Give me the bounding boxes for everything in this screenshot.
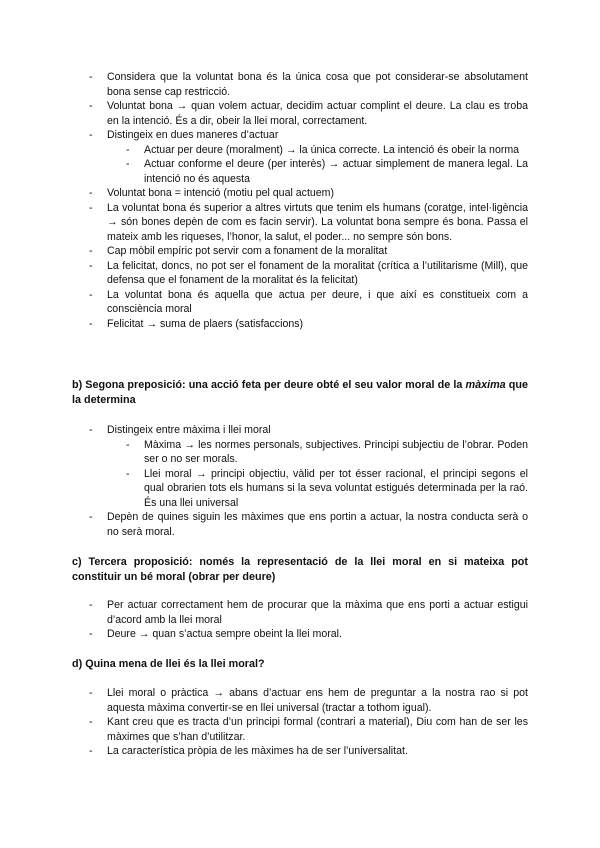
list-item: - La característica pròpia de les màximes ha de ser l’universalitat. [0, 744, 600, 759]
list-item: - Per actuar correctament hem de procurar que la màxima que ens porti a actuar estigui d’acord amb la llei moral [0, 598, 600, 627]
section-c-heading-wrap [0, 555, 600, 585]
section-d-list [0, 686, 600, 759]
section-d-heading: d) Quina mena de llei és la llei moral? [72, 658, 265, 670]
section-b [0, 423, 600, 539]
list-item: - Depèn de quines siguin les màximes que ens portin a actuar, la nostra conducta serà o no serà moral. [0, 510, 600, 539]
list-item: - Voluntat bona = intenció (motiu pel qual actuem) [0, 186, 600, 201]
list-item: - La voluntat bona és aquella que actua per deure, i que així es constitueix com a consciència moral [0, 288, 600, 317]
list-item: - Llei moral o pràctica → abans d’actuar ens hem de preguntar a la nostra rao si pot aquesta màxima convertir-se en llei universal (tractar a tothom igual). [0, 686, 600, 715]
sublist-item: - Màxima → les normes personals, subjectives. Principi subjectiu de l’obrar. Poden ser o no ser morals. [107, 438, 528, 467]
section-c-heading: c) Tercera proposició: només la representació de la llei moral en si mateixa pot constituir un bé moral (obrar per deure) [72, 556, 528, 583]
list-item: - La voluntat bona és superior a altres virtuts que tenim els humans (coratge, intel·ligència → són bones depèn de com es facin servir). La voluntat bona sempre és bona. Passa el mateix amb les riqueses, l’honor, la salut, el poder... no sempre són bons. [0, 201, 600, 245]
section-b-heading: b) Segona preposició: una acció feta per deure obté el seu valor moral de la màxima que la determina [72, 379, 528, 406]
list-item: - Kant creu que es tracta d’un principi formal (contrari a material), Diu com han de ser les màximes que s’han d’utilitzar. [0, 715, 600, 744]
list-item: - La felicitat, doncs, no pot ser el fonament de la moralitat (crítica a l’utilitarisme (Mill), que defensa que el fonament de la moralitat és la felicitat) [0, 259, 600, 288]
sublist [107, 143, 528, 187]
sublist-item: - Actuar per deure (moralment) → la única correcte. La intenció és obeir la norma [107, 143, 528, 158]
section-a-list [0, 70, 600, 331]
sublist-item: - Llei moral → principi objectiu, vàlid per tot ésser racional, el principi segons el qual obrarien tots els humans si la seva voluntat estigués determinada per la raó. És una llei universal [107, 467, 528, 511]
list-item: - Deure → quan s’actua sempre obeint la llei moral. [0, 627, 600, 642]
list-item: - Felicitat → suma de plaers (satisfaccions) [0, 317, 600, 332]
section-c-list [0, 598, 600, 642]
list-item: - Voluntat bona → quan volem actuar, decidim actuar complint el deure. La clau es troba en la intenció. És a dir, obeir la llei moral, correctament. [0, 99, 600, 128]
heading-emphasis: màxima [465, 379, 506, 391]
section-a [0, 70, 600, 331]
list-item: - Cap mòbil empíric pot servir com a fonament de la moralitat [0, 244, 600, 259]
list-item: - Distingeix en dues maneres d’actuar - Actuar per deure (moralment) → la única correcte. La intenció és obeir la norma - Actuar conforme el deure (per interès) → actuar simplement de manera legal. La intenció no és aquesta [0, 128, 600, 186]
section-c [0, 598, 600, 642]
list-item: - Considera que la voluntat bona és la única cosa que pot considerar-se absolutament bona sense cap restricció. [0, 70, 600, 99]
section-d [0, 686, 600, 759]
section-d-heading-wrap [0, 657, 600, 672]
sublist [107, 438, 528, 511]
section-b-list [0, 423, 600, 539]
section-b-heading-wrap [0, 378, 600, 408]
list-item: - Distingeix entre màxima i llei moral - Màxima → les normes personals, subjectives. Principi subjectiu de l’obrar. Poden ser o no ser morals. - Llei moral → principi objectiu, vàlid per tot ésser racional, el principi segons el qual obrarien tots els humans si la seva voluntat estigués determinada per la raó. És una llei universal [0, 423, 600, 510]
sublist-item: - Actuar conforme el deure (per interès) → actuar simplement de manera legal. La intenció no és aquesta [107, 157, 528, 186]
